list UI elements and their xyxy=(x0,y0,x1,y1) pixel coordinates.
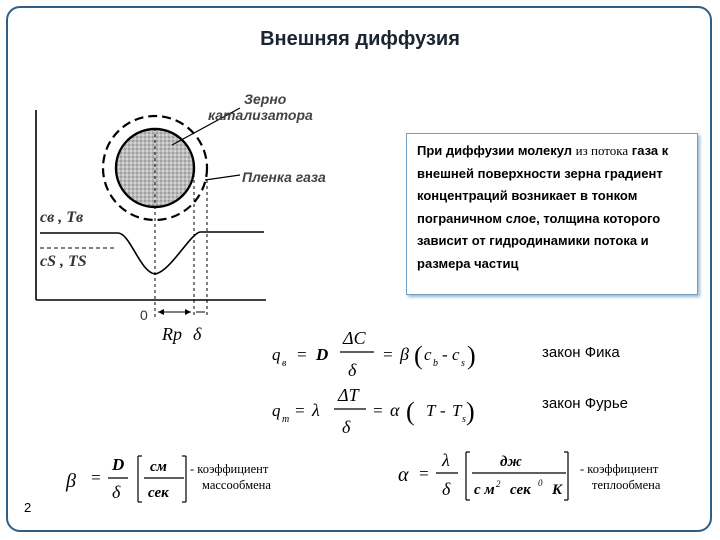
beta-formula xyxy=(65,455,186,502)
svg-text:ΔT: ΔT xyxy=(338,385,359,405)
fick-law-label: закон Фика xyxy=(542,344,620,361)
svg-text:=: = xyxy=(90,468,102,487)
film-label: Пленка газа xyxy=(242,169,326,185)
fourier-equation xyxy=(272,385,475,437)
svg-text:q: q xyxy=(272,401,281,420)
svg-text:=: = xyxy=(418,464,430,483)
svg-text:сек: сек xyxy=(148,485,169,501)
svg-text:δ: δ xyxy=(112,482,121,502)
svg-text:c: c xyxy=(452,345,460,364)
svg-text:λ: λ xyxy=(442,450,450,470)
svg-text:=: = xyxy=(296,345,308,364)
alpha-formula xyxy=(398,450,568,500)
svg-text:(: ( xyxy=(406,397,415,426)
svg-text:ΔC: ΔC xyxy=(343,328,366,348)
svg-text:β: β xyxy=(400,344,409,364)
svg-text:δ: δ xyxy=(342,417,351,437)
mass-coef-line2: массообмена xyxy=(202,478,271,492)
heat-coef-line1: - коэффициент xyxy=(580,462,659,476)
svg-text:T: T xyxy=(452,401,462,420)
axis-zero-label: 0 xyxy=(140,307,148,323)
cs-ts-label: cS , TS xyxy=(40,253,87,270)
heat-coef-line2: теплообмена xyxy=(592,478,661,492)
svg-text:α: α xyxy=(398,464,409,486)
svg-text:в: в xyxy=(282,358,287,369)
fick-equation xyxy=(272,328,476,380)
svg-text:-: - xyxy=(442,345,448,364)
mass-coef-line1: - коэффициент xyxy=(190,462,269,476)
heat-coef-caption xyxy=(580,461,660,493)
svg-text:-: - xyxy=(440,401,446,420)
svg-text:β: β xyxy=(66,470,76,492)
explanation-text-start: При диффузии молекул xyxy=(417,143,576,158)
slide-title: Внешняя диффузия xyxy=(260,28,460,50)
svg-text:0: 0 xyxy=(538,478,543,488)
svg-text:K: K xyxy=(552,482,563,498)
svg-text:D: D xyxy=(316,345,329,364)
svg-text:=: = xyxy=(372,401,384,420)
svg-text:λ: λ xyxy=(312,400,320,420)
svg-text:=: = xyxy=(294,401,306,420)
explanation-textbox xyxy=(406,133,698,295)
mass-coef-caption xyxy=(190,461,271,493)
svg-text:s: s xyxy=(461,358,465,369)
svg-text:): ) xyxy=(466,397,475,426)
svg-text:δ: δ xyxy=(442,479,451,499)
svg-text:(: ( xyxy=(414,341,423,370)
cb-tb-label: cв , Tв xyxy=(40,209,84,226)
svg-text:дж: дж xyxy=(500,454,522,470)
explanation-text-serif: из потока xyxy=(575,143,629,158)
grain-label-line2: катализатора xyxy=(208,107,313,123)
svg-text:2: 2 xyxy=(496,479,501,489)
svg-text:D: D xyxy=(112,455,125,474)
svg-text:сек: сек xyxy=(510,482,531,498)
film-leader xyxy=(205,175,240,180)
svg-text:T: T xyxy=(426,401,436,420)
svg-text:см: см xyxy=(150,459,167,475)
svg-text:): ) xyxy=(467,341,476,370)
svg-text:b: b xyxy=(433,358,438,369)
svg-text:s: s xyxy=(462,414,466,425)
svg-text:α: α xyxy=(390,400,400,420)
rp-label: Rp xyxy=(162,324,182,344)
page-number: 2 xyxy=(24,500,32,515)
svg-text:=: = xyxy=(382,345,394,364)
delta-label: δ xyxy=(193,324,202,344)
explanation-text-rest: газа к внешней поверхности зерна градиент концентраций возникает в тонком пограничном слое, толщина которого зависит от гидродинамики потока и размера частиц xyxy=(417,143,669,271)
grain-label-line1: Зерно xyxy=(244,91,287,107)
svg-text:с м: с м xyxy=(474,482,495,498)
svg-text:δ: δ xyxy=(348,360,357,380)
svg-text:q: q xyxy=(272,345,281,364)
svg-text:т: т xyxy=(282,414,290,425)
fourier-law-label: закон Фурье xyxy=(542,395,628,412)
svg-text:c: c xyxy=(424,345,432,364)
